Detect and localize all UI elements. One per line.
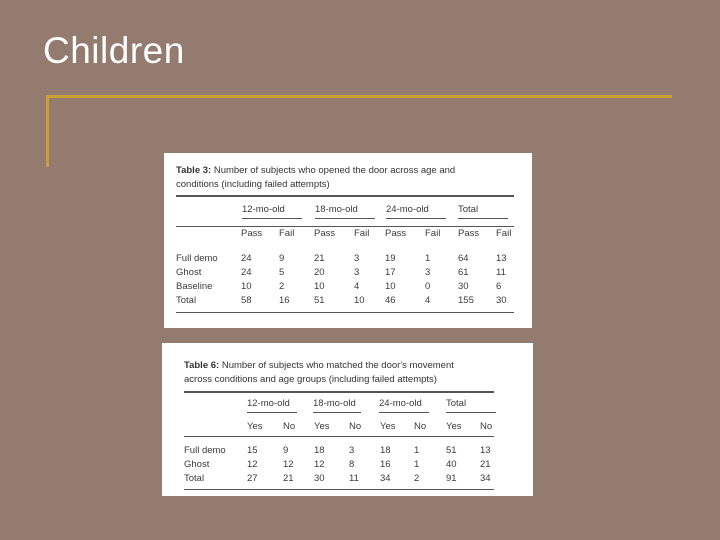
table3-cell: 10 xyxy=(354,295,365,306)
table3-cell: 64 xyxy=(458,253,469,264)
table3-cell: 13 xyxy=(496,253,507,264)
table3-cell: 17 xyxy=(385,267,396,278)
table3-row-label: Ghost xyxy=(176,267,202,278)
table3-cell: 61 xyxy=(458,267,469,278)
table6-group-header: Total xyxy=(446,398,467,409)
table6-header-rule xyxy=(184,436,494,437)
table3-cell: 30 xyxy=(496,295,507,306)
table6-cell: 1 xyxy=(414,445,420,456)
table6-row-label: Total xyxy=(184,473,205,484)
table6-cell: 34 xyxy=(380,473,391,484)
table3-cell: 24 xyxy=(241,267,252,278)
table3-cell: 24 xyxy=(241,253,252,264)
table3-cell: 10 xyxy=(385,281,396,292)
accent-rule-vertical xyxy=(46,95,49,167)
table6-subheader: No xyxy=(414,421,427,432)
table6-caption xyxy=(184,359,523,387)
table6-group-underline xyxy=(446,412,496,413)
table6-caption-line2: across conditions and age groups (including failed attempts) xyxy=(184,374,437,385)
table6-group-underline xyxy=(379,412,429,413)
table3-group-header: 12-mo-old xyxy=(242,204,285,215)
table6-subheader: No xyxy=(349,421,362,432)
table6-cell: 51 xyxy=(446,445,457,456)
table3-row-label: Baseline xyxy=(176,281,213,292)
table6-row-label: Ghost xyxy=(184,459,210,470)
table6-cell: 13 xyxy=(480,445,491,456)
table6-subheader: Yes xyxy=(314,421,330,432)
table3-cell: 3 xyxy=(354,267,360,278)
table6-top-rule xyxy=(184,391,494,393)
table3-caption xyxy=(176,164,522,192)
table6-subheader: Yes xyxy=(380,421,396,432)
table3-bottom-rule xyxy=(176,312,514,313)
table6-cell: 21 xyxy=(480,459,491,470)
table3-group-underline xyxy=(458,218,508,219)
table3-subheader: Pass xyxy=(385,228,407,239)
table3-cell: 2 xyxy=(279,281,285,292)
table6-cell: 30 xyxy=(314,473,325,484)
table3-cell: 46 xyxy=(385,295,396,306)
table3-row-label: Total xyxy=(176,295,197,306)
table6-group-underline xyxy=(313,412,361,413)
table3-cell: 9 xyxy=(279,253,285,264)
table3-cell: 51 xyxy=(314,295,325,306)
table6-cell: 18 xyxy=(380,445,391,456)
table3-cell: 16 xyxy=(279,295,290,306)
table6-group-header: 12-mo-old xyxy=(247,398,290,409)
table3-cell: 4 xyxy=(425,295,431,306)
table6-cell: 11 xyxy=(349,473,359,484)
table3-group-underline xyxy=(386,218,446,219)
table3-subheader: Pass xyxy=(314,228,336,239)
table3-subheader: Fail xyxy=(354,228,370,239)
table3-cell: 20 xyxy=(314,267,325,278)
table6-group-underline xyxy=(247,412,297,413)
table3-cell: 11 xyxy=(496,267,506,278)
table3-cell: 10 xyxy=(314,281,325,292)
table3-cell: 6 xyxy=(496,281,502,292)
table6-subheader: No xyxy=(283,421,296,432)
table6-cell: 91 xyxy=(446,473,457,484)
table3-group-header: Total xyxy=(458,204,479,215)
table-3-image xyxy=(164,153,532,328)
table6-cell: 3 xyxy=(349,445,355,456)
table3-group-underline xyxy=(315,218,375,219)
table3-group-underline xyxy=(242,218,302,219)
table3-cell: 19 xyxy=(385,253,396,264)
table3-subheader: Fail xyxy=(425,228,441,239)
table3-cell: 1 xyxy=(425,253,431,264)
table6-cell: 1 xyxy=(414,459,420,470)
table6-subheader: Yes xyxy=(247,421,263,432)
accent-rule-horizontal xyxy=(46,95,672,98)
table3-top-rule xyxy=(176,195,514,197)
table3-group-header: 24-mo-old xyxy=(386,204,429,215)
table3-row-label: Full demo xyxy=(176,253,218,264)
table6-cell: 15 xyxy=(247,445,258,456)
table6-subheader: No xyxy=(480,421,493,432)
table6-subheader: Yes xyxy=(446,421,462,432)
table3-cell: 3 xyxy=(354,253,360,264)
table3-cell: 3 xyxy=(425,267,431,278)
table3-subheader: Fail xyxy=(496,228,512,239)
table3-cell: 4 xyxy=(354,281,360,292)
table6-label: Table 6: xyxy=(184,360,220,371)
table6-cell: 12 xyxy=(283,459,294,470)
table6-cell: 34 xyxy=(480,473,491,484)
table3-cell: 58 xyxy=(241,295,252,306)
table6-cell: 27 xyxy=(247,473,258,484)
table6-cell: 2 xyxy=(414,473,420,484)
table6-cell: 21 xyxy=(283,473,294,484)
table3-cell: 30 xyxy=(458,281,469,292)
table6-group-header: 24-mo-old xyxy=(379,398,422,409)
table6-row-label: Full demo xyxy=(184,445,226,456)
table3-cell: 0 xyxy=(425,281,431,292)
table6-group-header: 18-mo-old xyxy=(313,398,356,409)
table3-subheader: Pass xyxy=(458,228,480,239)
table6-cell: 12 xyxy=(247,459,258,470)
table3-subheader: Fail xyxy=(279,228,295,239)
table3-cell: 155 xyxy=(458,295,474,306)
table3-label: Table 3: xyxy=(176,165,212,176)
slide-title: Children xyxy=(43,30,185,71)
table3-caption-line2: conditions (including failed attempts) xyxy=(176,179,330,190)
table3-group-header: 18-mo-old xyxy=(315,204,358,215)
table6-caption-line1: Number of subjects who matched the door's movement xyxy=(221,360,454,371)
table3-cell: 10 xyxy=(241,281,252,292)
table6-cell: 40 xyxy=(446,459,457,470)
table3-subheader: Pass xyxy=(241,228,263,239)
table3-caption-line1: Number of subjects who opened the door across age and xyxy=(213,165,456,176)
table6-cell: 18 xyxy=(314,445,325,456)
table6-cell: 8 xyxy=(349,459,355,470)
table3-header-rule xyxy=(176,226,514,227)
table-6-image xyxy=(162,343,533,496)
table6-cell: 16 xyxy=(380,459,391,470)
table3-cell: 21 xyxy=(314,253,325,264)
table3-cell: 5 xyxy=(279,267,285,278)
table6-cell: 9 xyxy=(283,445,289,456)
table6-cell: 12 xyxy=(314,459,325,470)
table6-bottom-rule xyxy=(184,489,494,490)
